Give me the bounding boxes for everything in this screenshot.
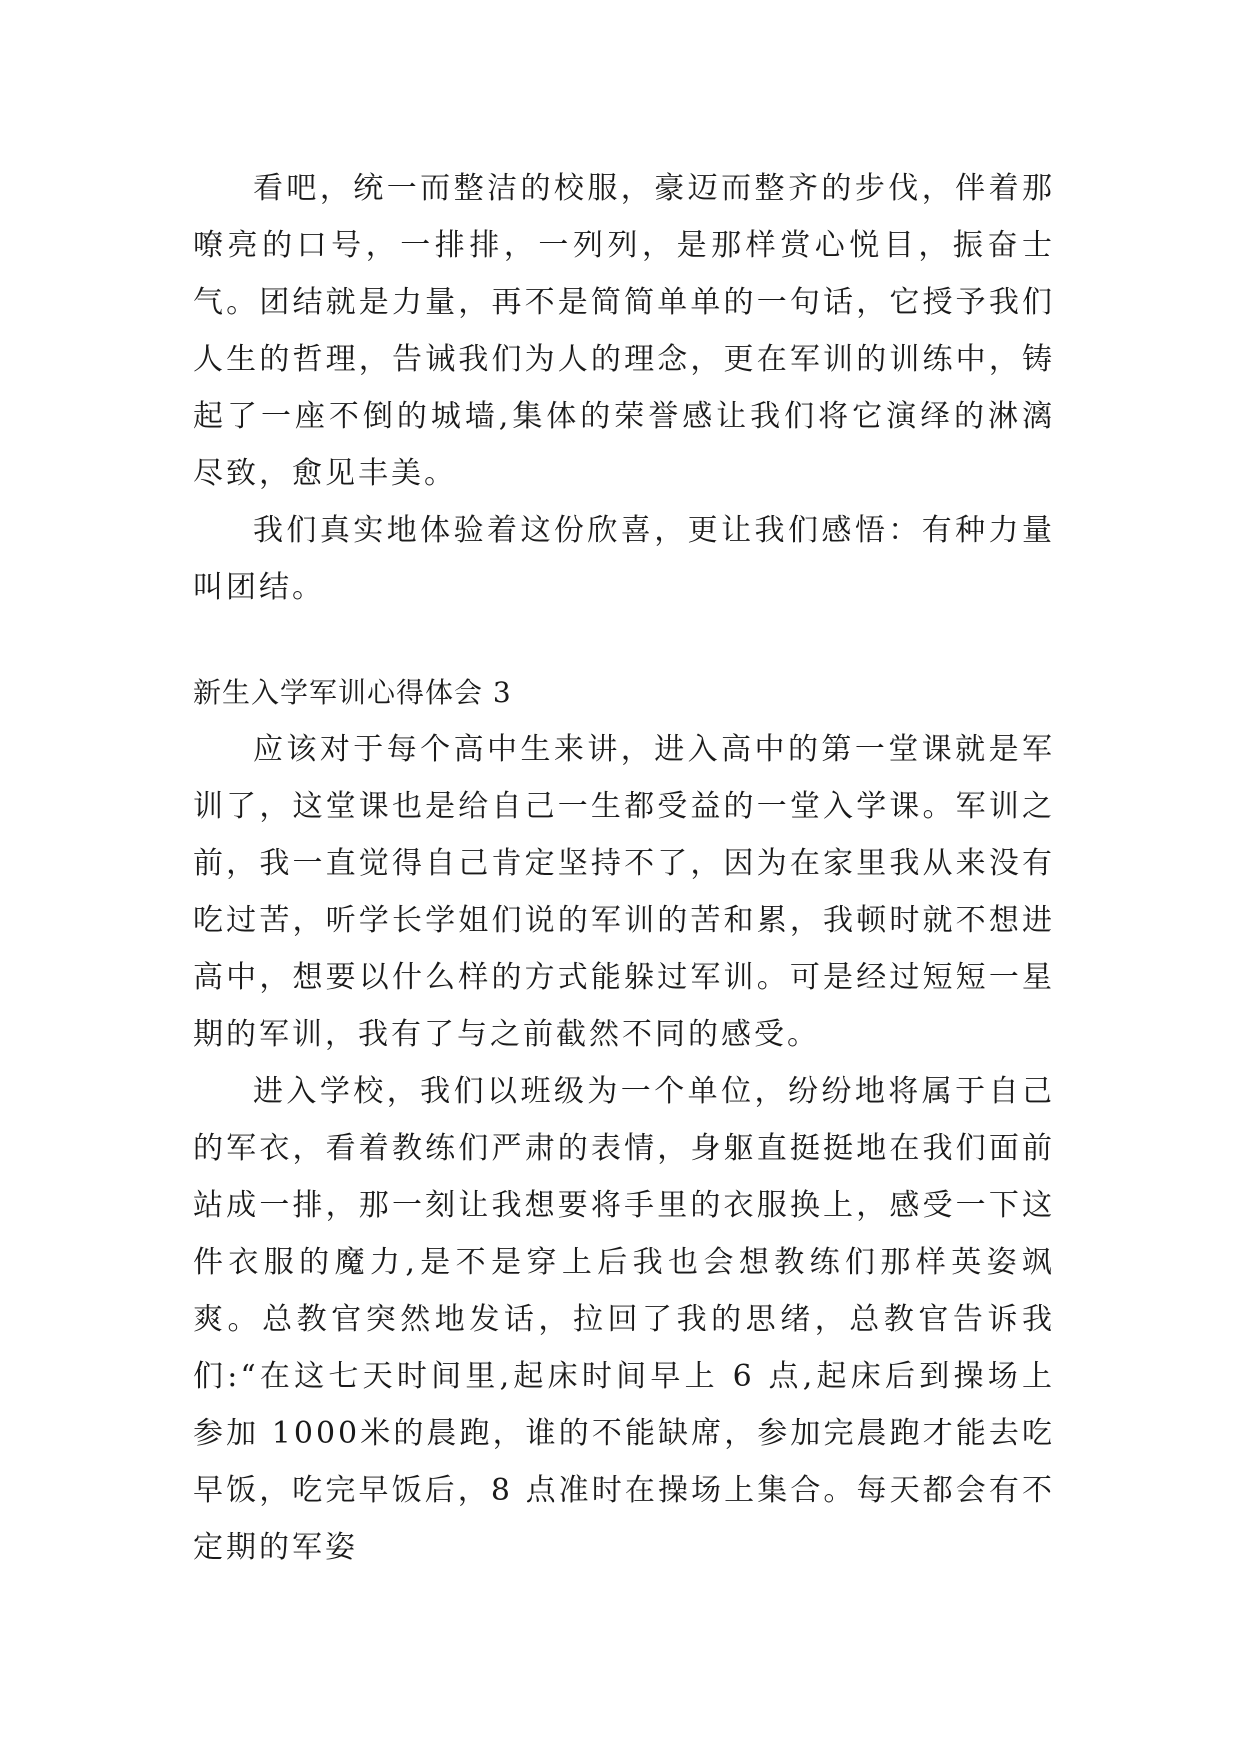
paragraph-unity-power: 我们真实地体验着这份欣喜，更让我们感悟：有种力量叫团结。	[193, 513, 1055, 605]
paragraph-first-lesson: 应该对于每个高中生来讲，进入高中的第一堂课就是军训了，这堂课也是给自己一生都受益的一堂入学课。军训之前，我一直觉得自己肯定坚持不了，因为在家里我从来没有吃过苦，听学长学姐们说的军训的苦和累，我顿时就不想进高中，想要以什么样的方式能躲过军训。可是经过短短一星期的军训，我有了与之前截然不同的感受。	[193, 732, 1055, 1052]
document-body	[193, 160, 1055, 1576]
section-title: 新生入学军训心得体会 3	[193, 676, 512, 709]
paragraph-entering-school: 进入学校，我们以班级为一个单位，纷纷地将属于自己的军衣，看着教练们严肃的表情，身躯直挺挺地在我们面前站成一排，那一刻让我想要将手里的衣服换上，感受一下这件衣服的魔力,是不是穿上后我也会想教练们那样英姿飒爽。总教官突然地发话，拉回了我的思绪，总教官告诉我们:“在这七天时间里,起床时间早上 6 点,起床后到操场上参加 1000米的晨跑，谁的不能缺席，参加完晨跑才能去吃早饭，吃完早饭后，8 点准时在操场上集合。每天都会有不定期的军姿	[193, 1074, 1055, 1565]
section-spacer	[193, 616, 1055, 664]
paragraph-uniform-unity: 看吧，统一而整洁的校服，豪迈而整齐的步伐，伴着那嘹亮的口号，一排排，一列列，是那样赏心悦目，振奋士气。团结就是力量，再不是简简单单的一句话，它授予我们人生的哲理，告诫我们为人的理念，更在军训的训练中，铸起了一座不倒的城墙,集体的荣誉感让我们将它演绎的淋漓尽致，愈见丰美。	[193, 171, 1055, 491]
